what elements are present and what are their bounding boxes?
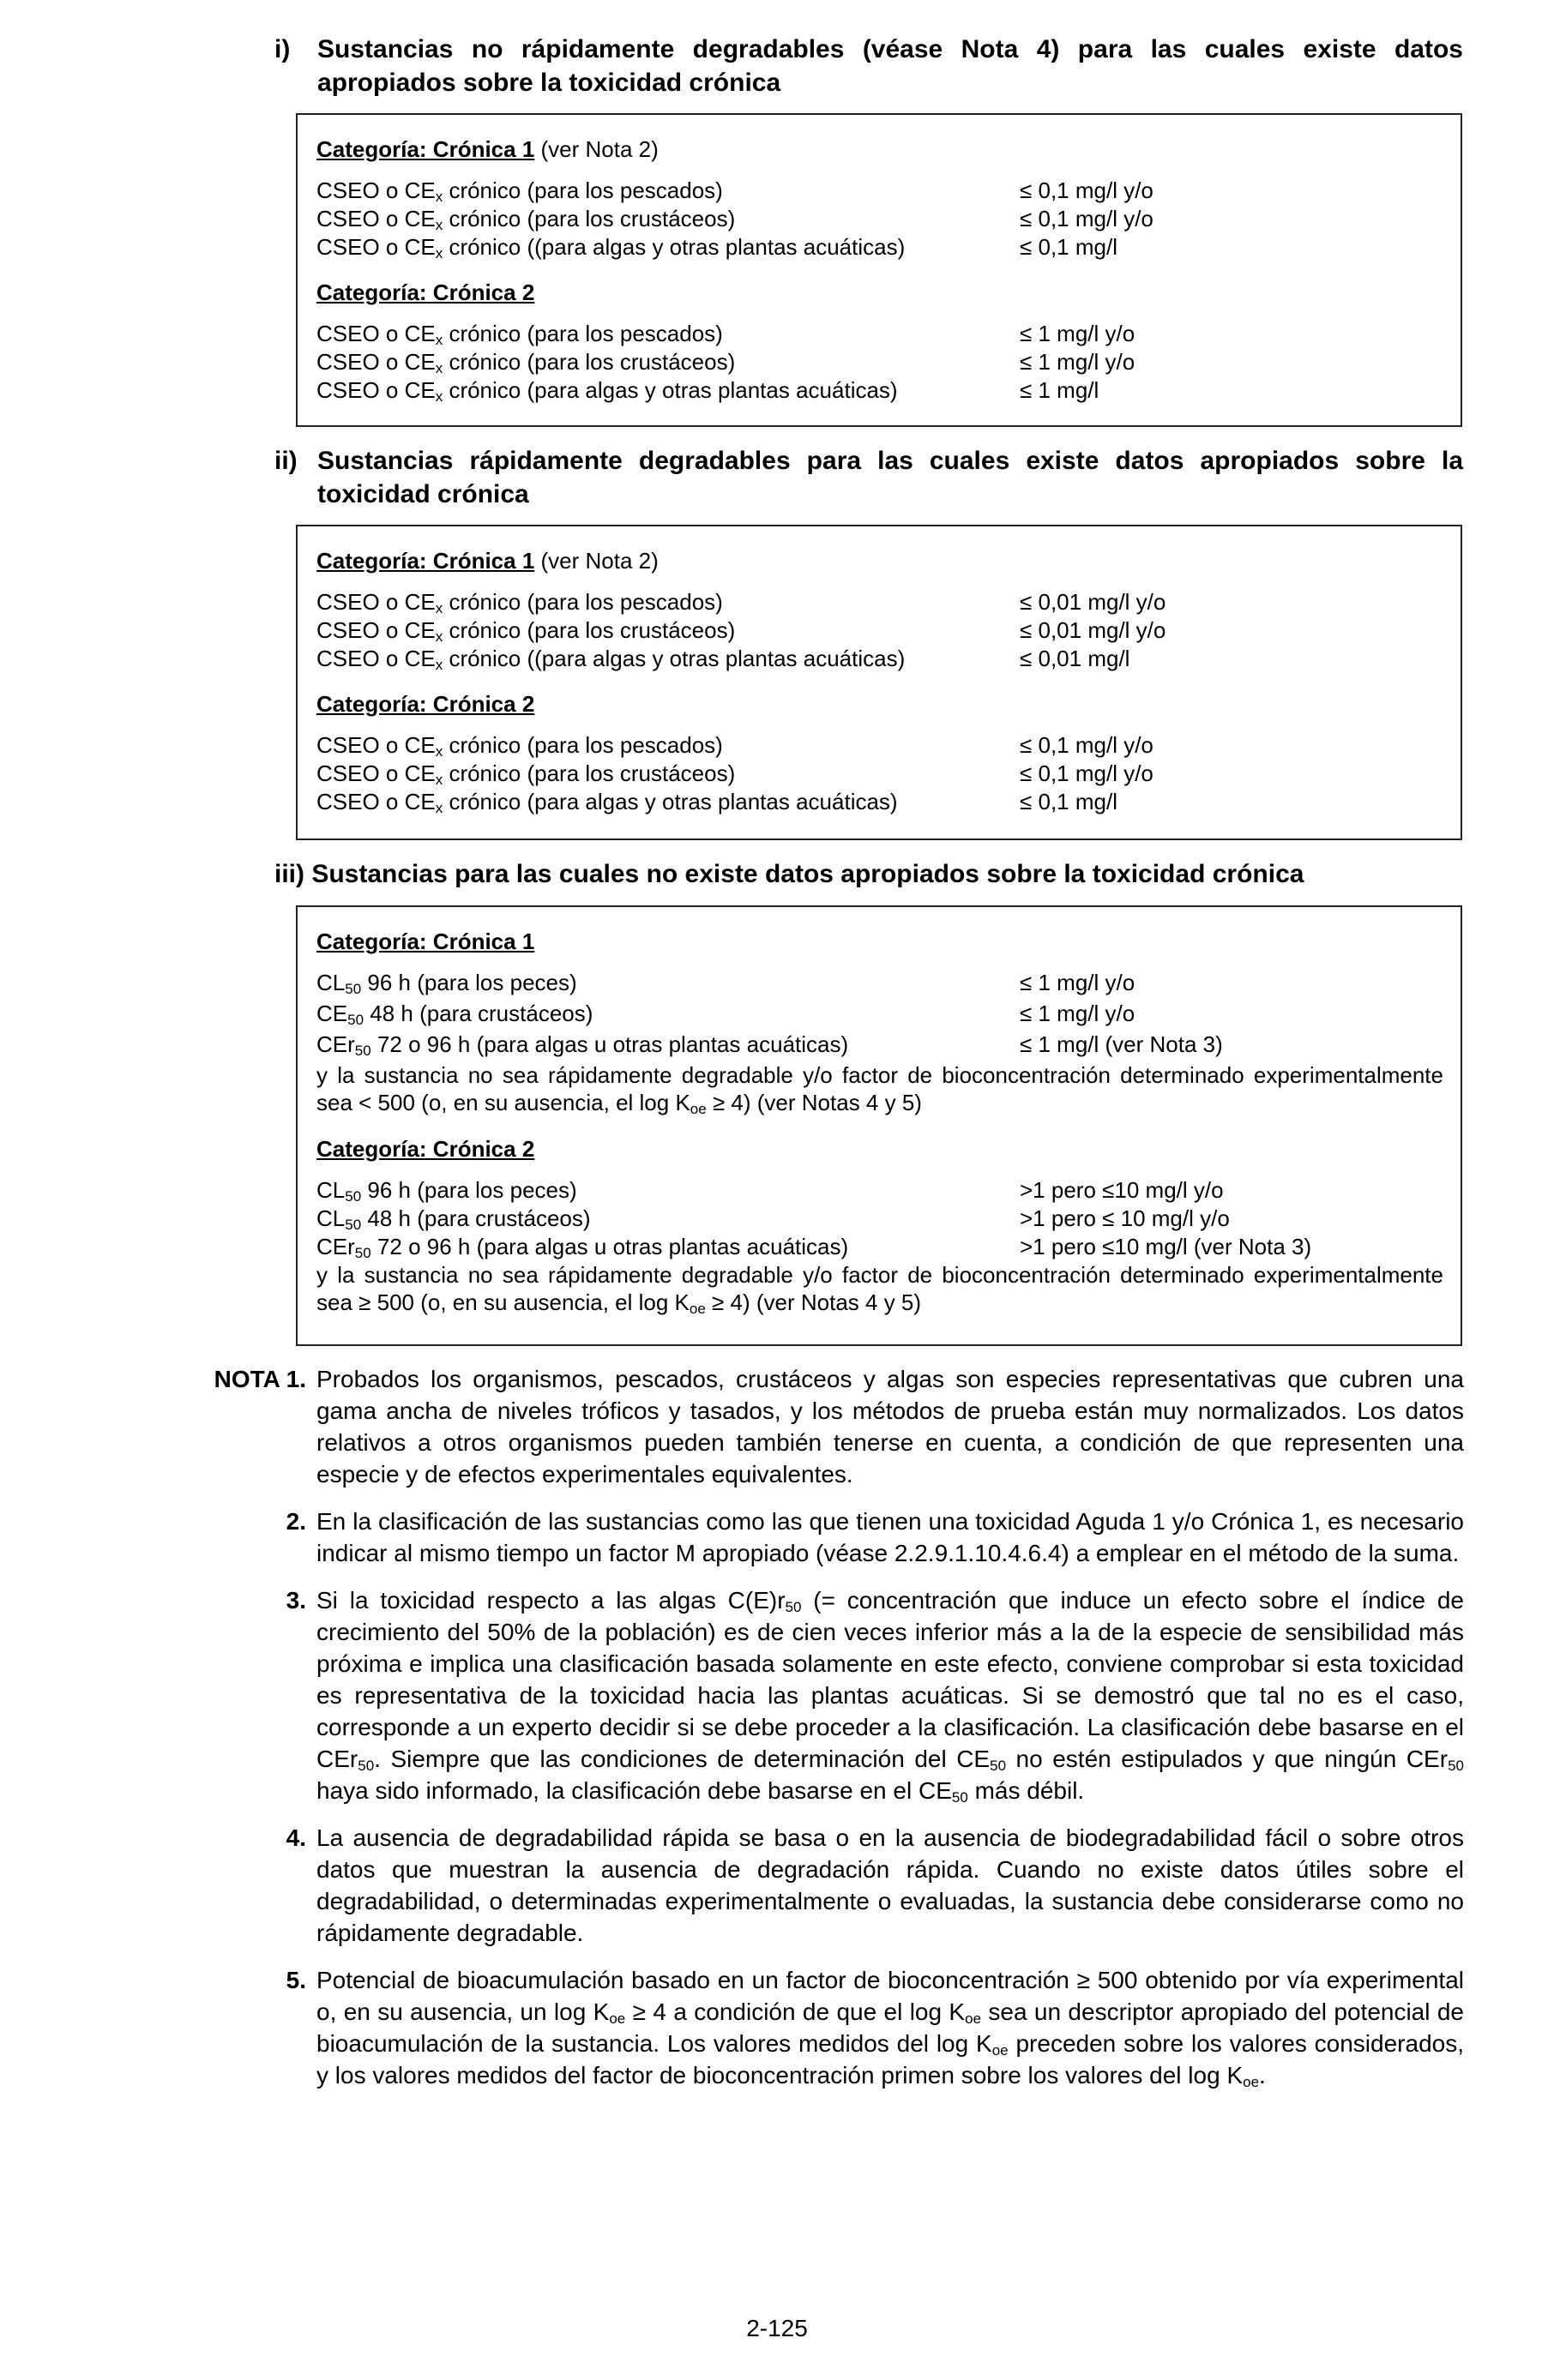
category-heading: Categoría: Crónica 1 (ver Nota 2) bbox=[316, 136, 659, 162]
category-heading: Categoría: Crónica 1 bbox=[316, 929, 535, 954]
note-text: Potencial de bioacumulación basado en un factor de bioconcentración ≥ 500 obtenido por vía experimental o, en su ausencia, un $\log K_{oe} \ge 4$ a condición de que el $\log K_{oe}$ sea un descriptor apropiado del potencial de bioacumulación de la sustancia. Los valores medidos del $\log K_{oe}$ preceden sobre los valores considerados, y los valores medidos del factor de bioconcentración primen sobre los valores del $\log K_{oe}$. bbox=[316, 1967, 1464, 2090]
criteria-rows bbox=[316, 969, 1443, 1061]
note-1 bbox=[186, 1363, 1464, 1490]
criteria-row: CSEO o $CE_x$ crónico (para algas y otras plantas acuáticas) ≤ 0,1 mg/l bbox=[316, 789, 1117, 816]
criteria-box-i bbox=[296, 113, 1462, 427]
criteria-row: CSEO o $CE_x$ crónico (para los pescados) ≤ 1 mg/l y/o bbox=[316, 321, 1135, 348]
section-number: iii) bbox=[274, 860, 304, 888]
criteria-row: CSEO o $CE_x$ crónico ((para algas y otras plantas acuáticas) ≤ 0,01 mg/l bbox=[316, 646, 1130, 673]
note-5 bbox=[186, 1964, 1464, 2091]
criteria-row: CSEO o $CE_x$ crónico ((para algas y otras plantas acuáticas) ≤ 0,1 mg/l bbox=[316, 234, 1117, 261]
criteria-box-ii bbox=[296, 525, 1462, 840]
section-title: Sustancias para las cuales no existe datos apropiados sobre la toxicidad crónica bbox=[311, 860, 1304, 888]
section-number: ii) bbox=[274, 447, 298, 475]
section-ii-heading bbox=[274, 444, 1463, 511]
criteria-row: CSEO o $CE_x$ crónico (para los crustáceos) ≤ 0,1 mg/l y/o bbox=[316, 206, 1153, 233]
criteria-condition: y la sustancia no sea rápidamente degradable y/o factor de bioconcentración determinado experimentalmente sea ≥ 500 (o, en su ausencia, el $\log K_{oe} \ge 4$) (ver Notas 4 y 5) bbox=[316, 1262, 1443, 1317]
category-heading: Categoría: Crónica 2 bbox=[316, 691, 535, 717]
note-4 bbox=[186, 1822, 1464, 1949]
criteria-rows bbox=[316, 588, 1443, 673]
criteria-row: CSEO o $CE_x$ crónico (para los crustáceos) ≤ 1 mg/l y/o bbox=[316, 349, 1135, 376]
note-text: Si la toxicidad respecto a las algas $C(E)r_{50}$ (= concentración que induce un efecto sobre el índice de crecimiento del 50% de la población) es de cien veces inferior más a la de la especie de sensibilidad más próxima e implica una clasificación basada solamente en este efecto, conviene comprobar si esta toxicidad es representativa de la toxicidad hacia las plantas acuáticas. Si se demostró que tal no es el caso, corresponde a un experto decidir si se debe proceder a la clasificación. La clasificación debe basarse en el CEr$_{50}$. Siempre que las condiciones de determinación del $CE_{50}$ no estén estipulados y que ningún CEr$_{50}$ haya sido informado, la clasificación debe basarse en el $CE_{50}$ más débil. bbox=[316, 1587, 1465, 1806]
note-label: 2. bbox=[286, 1508, 306, 1535]
category-heading: Categoría: Crónica 2 bbox=[316, 279, 535, 305]
criteria-row: CEr$_{50}$ 72 o 96 h (para algas u otras plantas acuáticas) >1 pero ≤10 mg/l (ver Nota 3) bbox=[316, 1234, 1312, 1261]
note-text: En la clasificación de las sustancias como las que tienen una toxicidad Aguda 1 y/o Crónica 1, es necesario indicar al mismo tiempo un factor M apropiado (véase 2.2.9.1.10.4.6.4) a emplear en el método de la suma. bbox=[316, 1508, 1464, 1566]
criteria-row: CSEO o $CE_x$ crónico (para los crustáceos) ≤ 0,1 mg/l y/o bbox=[316, 760, 1153, 788]
section-number: i) bbox=[274, 35, 291, 63]
criteria-row: CSEO o $CE_x$ crónico (para los crustáceos) ≤ 0,01 mg/l y/o bbox=[316, 617, 1166, 645]
note-text: La ausencia de degradabilidad rápida se basa o en la ausencia de biodegradabilidad fácil o sobre otros datos que muestran la ausencia de degradación rápida. Cuando no existe datos útiles sobre el degradabilidad, o determinadas experimentalmente o evaluadas, la sustancia debe considerarse como no rápidamente degradable. bbox=[316, 1824, 1464, 1946]
criteria-condition: y la sustancia no sea rápidamente degradable y/o factor de bioconcentración determinado experimentalmente sea < 500 (o, en su ausencia, el $\log K_{oe} \ge 4$) (ver Notas 4 y 5) bbox=[316, 1062, 1443, 1117]
criteria-row: CEr$_{50}$ 72 o 96 h (para algas u otras plantas acuáticas) ≤ 1 mg/l (ver Nota 3) bbox=[316, 1031, 1223, 1059]
criteria-rows bbox=[316, 731, 1443, 816]
section-title: Sustancias rápidamente degradables para las cuales existe datos apropiados sobre la toxicidad crónica bbox=[317, 447, 1463, 508]
note-label: 5. bbox=[286, 1967, 306, 1993]
criteria-row: CSEO o $CE_x$ crónico (para los pescados) ≤ 0,1 mg/l y/o bbox=[316, 177, 1153, 205]
criteria-row: $CE_{50}$ 48 h (para crustáceos) ≤ 1 mg/l y/o bbox=[316, 1001, 1135, 1028]
criteria-row: CSEO o $CE_x$ crónico (para los pescados) ≤ 0,1 mg/l y/o bbox=[316, 732, 1153, 760]
category-heading: Categoría: Crónica 2 bbox=[316, 1136, 535, 1162]
note-3 bbox=[186, 1584, 1464, 1806]
section-i-heading bbox=[274, 33, 1463, 99]
criteria-row: $CL_{50}$ 96 h (para los peces) ≤ 1 mg/l y/o bbox=[316, 970, 1135, 997]
note-label: 4. bbox=[286, 1824, 306, 1851]
criteria-rows bbox=[316, 320, 1443, 405]
page-number: 2-125 bbox=[746, 2315, 808, 2341]
note-label: 3. bbox=[286, 1587, 306, 1614]
criteria-row: $CL_{50}$ 48 h (para crustáceos) >1 pero ≤ 10 mg/l y/o bbox=[316, 1205, 1230, 1233]
criteria-rows bbox=[316, 1176, 1443, 1261]
criteria-box-iii bbox=[296, 905, 1462, 1346]
note-2 bbox=[186, 1506, 1464, 1569]
criteria-row: CSEO o $CE_x$ crónico (para los pescados) ≤ 0,01 mg/l y/o bbox=[316, 589, 1166, 616]
note-text: Probados los organismos, pescados, crustáceos y algas son especies representativas que cubren una gama ancha de niveles tróficos y tasados, y los métodos de prueba están muy normalizados. Los datos relativos a otros organismos pueden también tenerse en cuenta, a condición de que representen una especie y de efectos experimentales equivalentes. bbox=[316, 1366, 1464, 1488]
notes-section bbox=[186, 1363, 1464, 2107]
criteria-row: $CL_{50}$ 96 h (para los peces) >1 pero ≤10 mg/l y/o bbox=[316, 1177, 1224, 1205]
section-iii-heading bbox=[274, 857, 1463, 891]
criteria-rows bbox=[316, 177, 1443, 261]
criteria-row: CSEO o $CE_x$ crónico (para algas y otras plantas acuáticas) ≤ 1 mg/l bbox=[316, 377, 1099, 405]
section-title: Sustancias no rápidamente degradables (véase Nota 4) para las cuales existe datos apropiados sobre la toxicidad crónica bbox=[317, 35, 1463, 97]
note-label: NOTA 1. bbox=[214, 1366, 306, 1392]
category-heading: Categoría: Crónica 1 (ver Nota 2) bbox=[316, 548, 659, 574]
